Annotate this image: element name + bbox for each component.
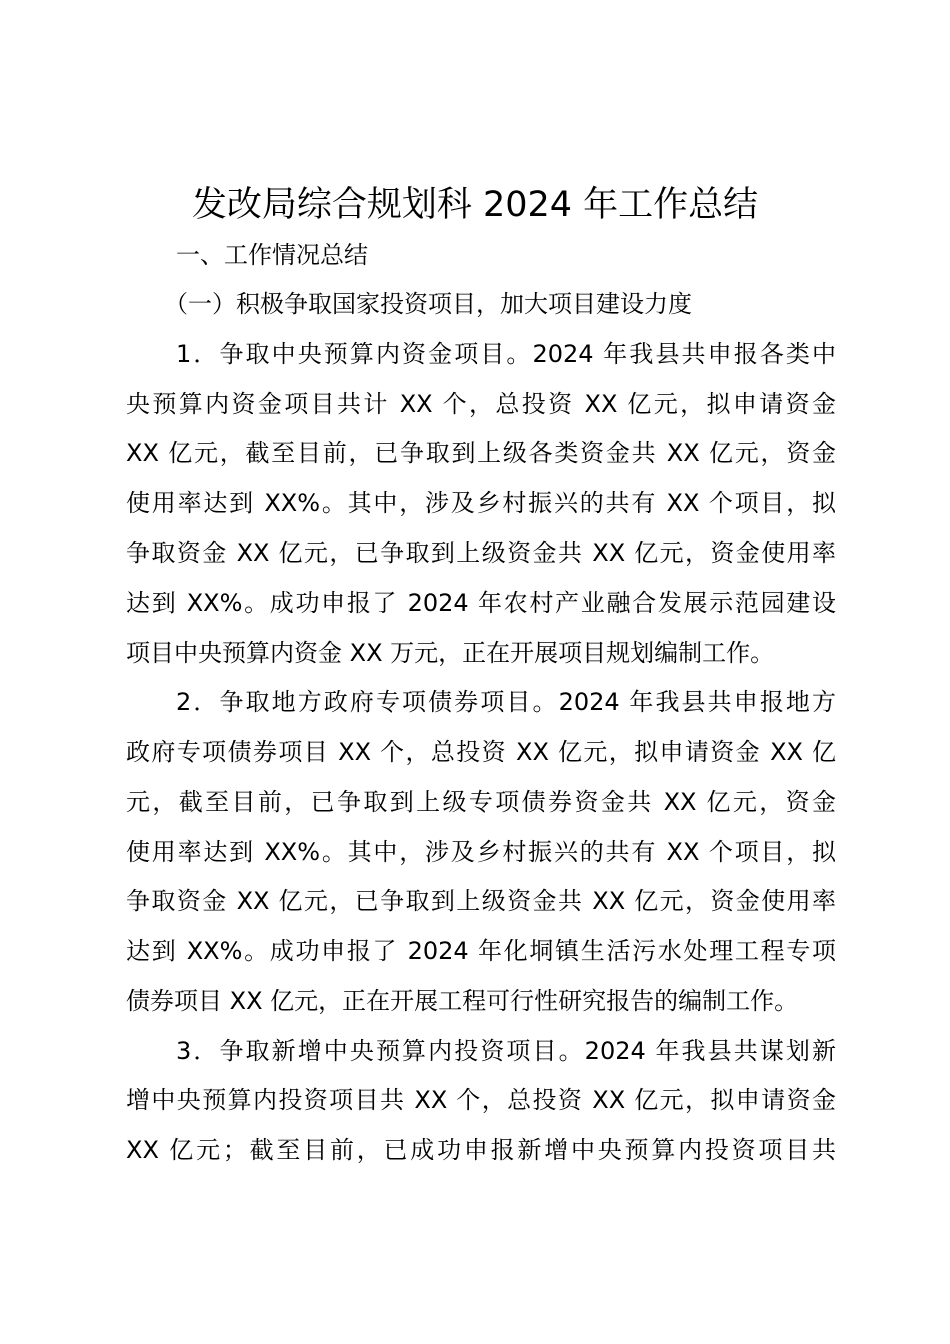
section-heading: 一、工作情况总结 [176,241,368,269]
paragraph-2-line-6: 达到 XX%。成功申报了 2024 年化垌镇生活污水处理工程专项 [126,937,836,965]
document-title: 发改局综合规划科 2024 年工作总结 [191,185,759,225]
paragraph-2-line-3: 元，截至目前，已争取到上级专项债券资金共 XX 亿元，资金 [126,788,836,816]
paragraph-1-line-1: 1．争取中央预算内资金项目。2024 年我县共申报各类中 [176,340,836,368]
paragraph-1-line-7: 项目中央预算内资金 XX 万元，正在开展项目规划编制工作。 [126,639,775,667]
paragraph-2-line-4: 使用率达到 XX%。其中，涉及乡村振兴的共有 XX 个项目，拟 [126,838,836,866]
paragraph-1-line-4: 使用率达到 XX%。其中，涉及乡村振兴的共有 XX 个项目，拟 [126,489,836,517]
paragraph-3-line-2: 增中央预算内投资项目共 XX 个，总投资 XX 亿元，拟申请资金 [126,1086,836,1114]
paragraph-2-line-7: 债券项目 XX 亿元，正在开展工程可行性研究报告的编制工作。 [126,987,799,1015]
paragraph-2-line-5: 争取资金 XX 亿元，已争取到上级资金共 XX 亿元，资金使用率 [126,887,836,915]
paragraph-2-line-1: 2．争取地方政府专项债券项目。2024 年我县共申报地方 [176,688,836,716]
paragraph-3-line-1: 3．争取新增中央预算内投资项目。2024 年我县共谋划新 [176,1037,836,1065]
paragraph-1-line-3: XX 亿元，截至目前，已争取到上级各类资金共 XX 亿元，资金 [126,439,836,467]
paragraph-1-line-2: 央预算内资金项目共计 XX 个，总投资 XX 亿元，拟申请资金 [126,390,836,418]
paragraph-1-line-5: 争取资金 XX 亿元，已争取到上级资金共 XX 亿元，资金使用率 [126,539,836,567]
paragraph-3-line-3: XX 亿元；截至目前，已成功申报新增中央预算内投资项目共 [126,1136,836,1164]
subsection-heading: （一）积极争取国家投资项目，加大项目建设力度 [164,290,692,318]
paragraph-1-line-6: 达到 XX%。成功申报了 2024 年农村产业融合发展示范园建设 [126,589,836,617]
paragraph-2-line-2: 政府专项债券项目 XX 个，总投资 XX 亿元，拟申请资金 XX 亿 [126,738,836,766]
